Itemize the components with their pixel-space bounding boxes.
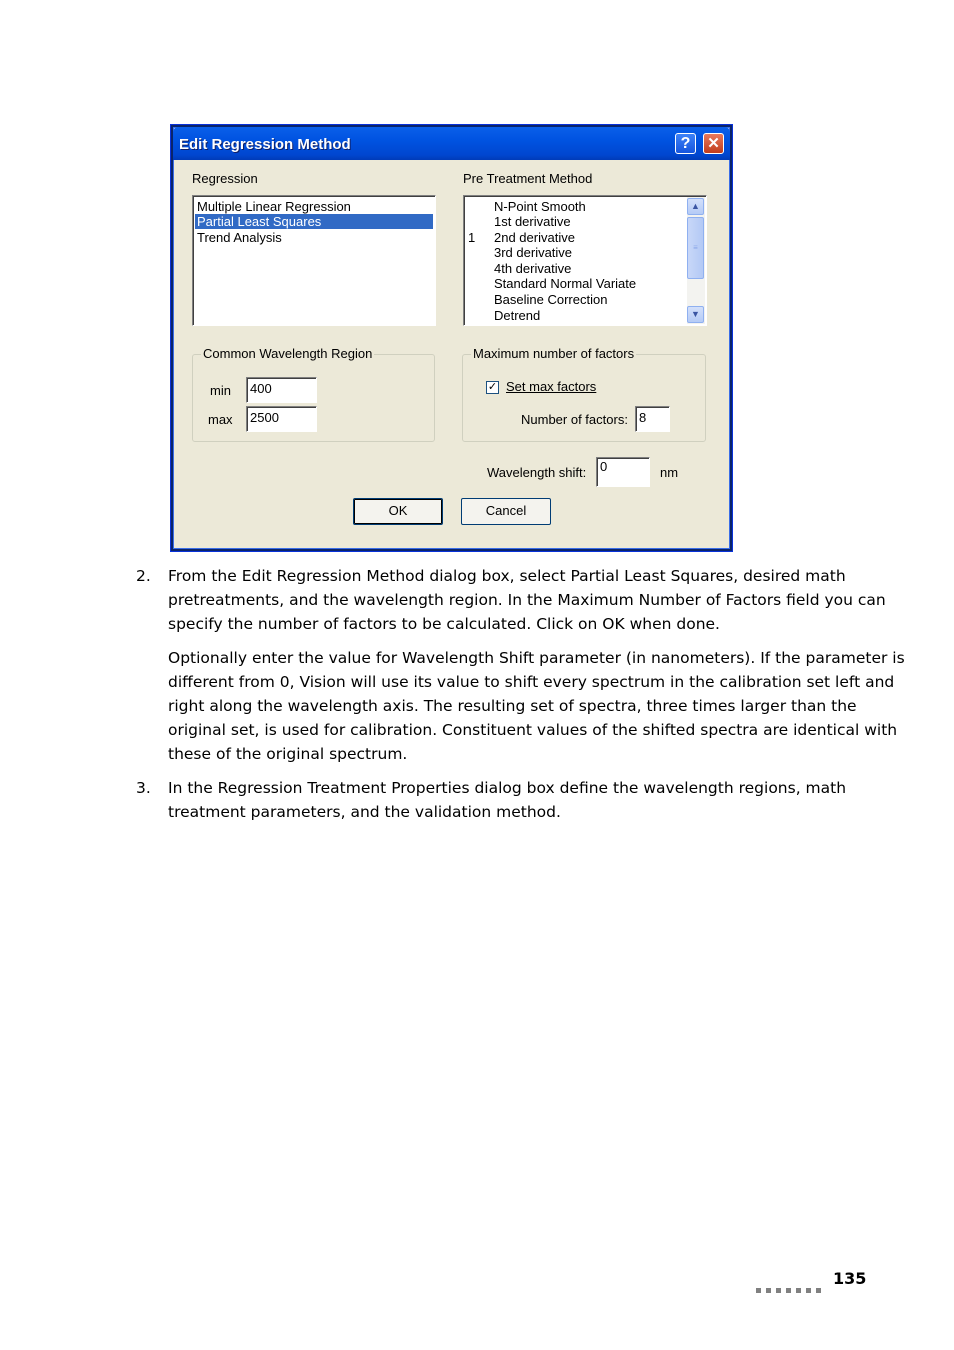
wavelength-shift-label: Wavelength shift:	[487, 465, 587, 480]
chevron-down-icon: ▼	[691, 309, 700, 319]
ok-button[interactable]: OK	[353, 498, 443, 525]
help-icon: ?	[680, 135, 691, 152]
regression-listbox[interactable]	[192, 195, 436, 326]
text-line: these of the original spectrum.	[168, 745, 408, 763]
dialog-title: Edit Regression Method	[179, 136, 351, 153]
help-button[interactable]	[675, 133, 696, 154]
page-number: 135	[833, 1269, 867, 1288]
step-3-paragraph	[168, 776, 846, 824]
step-number: 2.	[136, 567, 151, 585]
pretreatment-item[interactable]: Baseline Correction	[494, 292, 608, 307]
set-max-factors-checkbox[interactable]	[486, 381, 499, 394]
wavelength-shift-paragraph	[168, 646, 905, 766]
scroll-thumb[interactable]	[687, 217, 704, 279]
pretreatment-item[interactable]: 4th derivative	[494, 261, 572, 276]
dialog-titlebar	[173, 127, 730, 160]
checkmark-icon: ✓	[487, 381, 498, 393]
min-wavelength-input[interactable]: 400	[246, 377, 317, 403]
factors-title: Maximum number of factors	[473, 346, 635, 361]
scroll-down-button[interactable]	[687, 306, 704, 323]
number-of-factors-input[interactable]: 8	[635, 406, 670, 432]
cancel-button[interactable]: Cancel	[461, 498, 551, 525]
close-button[interactable]	[703, 133, 724, 154]
pretreatment-order: 1	[468, 230, 476, 245]
close-icon: ✕	[707, 135, 720, 152]
step-2-paragraph	[168, 564, 886, 636]
max-label: max	[208, 412, 233, 427]
regression-label: Regression	[192, 171, 258, 186]
regression-item-trend[interactable]: Trend Analysis	[197, 230, 282, 245]
nm-unit-label: nm	[660, 465, 679, 480]
grip-icon: ≡	[693, 243, 698, 252]
pretreatment-item[interactable]: 3rd derivative	[494, 245, 573, 260]
text-line: Optionally enter the value for Wavelength Shift parameter (in nanometers). If the parameter is	[168, 649, 905, 667]
text-line: treatment parameters, and the validation method.	[168, 803, 561, 821]
text-line: different from 0, Vision will use its value to shift every spectrum in the calibration set left and	[168, 673, 895, 691]
wavelength-region-title: Common Wavelength Region	[203, 346, 373, 361]
text-line: From the Edit Regression Method dialog box, select Partial Least Squares, desired math	[168, 567, 846, 585]
text-line: In the Regression Treatment Properties dialog box define the wavelength regions, math	[168, 779, 847, 797]
text-line: original set, is used for calibration. Constituent values of the shifted spectra are identical with	[168, 721, 898, 739]
text-line: specify the number of factors to be calculated. Click on OK when done.	[168, 615, 720, 633]
pretreatment-item[interactable]: Detrend	[494, 308, 541, 323]
pretreatment-item[interactable]: Standard Normal Variate	[494, 276, 637, 291]
chevron-up-icon: ▲	[691, 201, 700, 211]
min-label: min	[210, 383, 231, 398]
set-max-factors-label[interactable]: Set max factors	[506, 379, 597, 394]
edit-regression-method-dialog	[170, 124, 733, 552]
pretreatment-listbox[interactable]	[463, 195, 707, 326]
wavelength-shift-input[interactable]: 0	[596, 457, 650, 487]
pretreatment-item[interactable]: 1st derivative	[494, 214, 571, 229]
step-number: 3.	[136, 779, 151, 797]
pretreatment-item[interactable]: 2nd derivative	[494, 230, 575, 245]
scroll-up-button[interactable]	[687, 198, 704, 215]
pretreatment-item[interactable]: N-Point Smooth	[494, 199, 586, 214]
max-wavelength-input[interactable]: 2500	[246, 406, 317, 432]
pretreatment-label: Pre Treatment Method	[463, 171, 593, 186]
regression-item-mlr[interactable]: Multiple Linear Regression	[197, 199, 351, 214]
regression-item-pls[interactable]: Partial Least Squares	[195, 214, 433, 229]
number-of-factors-label: Number of factors:	[521, 412, 628, 427]
footer-dots	[756, 1278, 826, 1297]
text-line: pretreatments, and the wavelength region. In the Maximum Number of Factors field you can	[168, 591, 886, 609]
pretreatment-scrollbar[interactable]	[687, 197, 705, 324]
text-line: right along the wavelength axis. The resulting set of spectra, three times larger than the	[168, 697, 857, 715]
